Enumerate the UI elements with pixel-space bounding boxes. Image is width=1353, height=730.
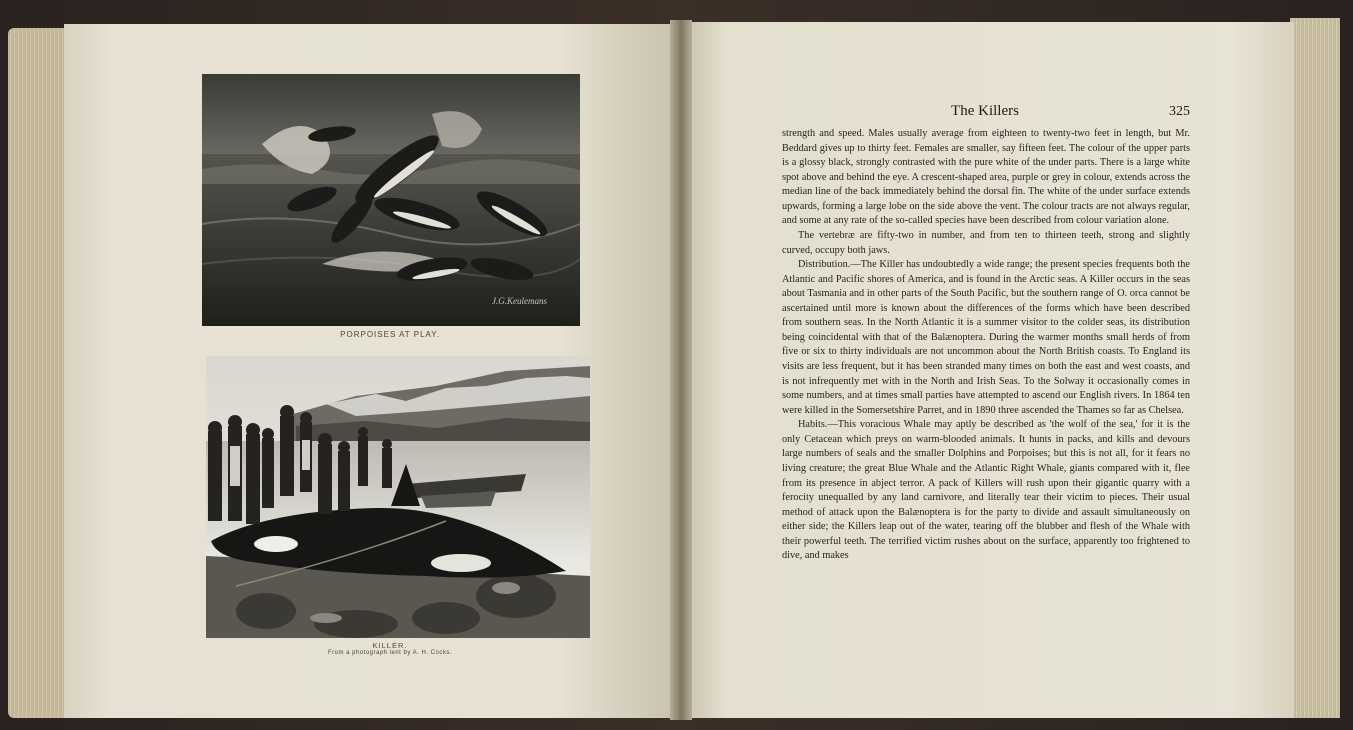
porpoises-caption: PORPOISES AT PLAY. [340,330,440,339]
paragraph: The vertebræ are fifty-two in number, and from ten to thirteen teeth, strong and slightly curved, occupy both jaws. [782,229,1190,256]
photo-credit: From a photograph lent by A. H. Cocks. [327,650,453,656]
paragraph: Habits.—This voracious Whale may aptly be described as 'the wolf of the sea,' for it is the only Cetacean which preys on warm-blooded animals. It hunts in packs, and kills and devours large numbers of seals and the smaller Dolphins and Porpoises; but this is not all, for it fears no living creature; the great Blue Whale and the Atlantic Right Whale, giants compared with it, flee from its presence in abject terror. A pack of Killers will rush upon their gigantic quarry with a ferocity unequalled by any land carnivore, and literally tear their victim to pieces. Their usual method of attack upon the Balænoptera is for the party to divide and assault simultaneously on either side; the Killers leap out of the water, tearing off the blubber and flesh of the Whale with their powerful teeth. The terrified victim rushes about on the surface, apparently too frightened to dive, and makes [782,419,1190,562]
paragraph: strength and speed. Males usually average from eighteen to twenty-two feet in length, but Mr. Beddard gives up to thirty feet. Females are smaller, say fifteen feet. The colour of the upper parts is a glossy black, strongly contrasted with the pure white of the under parts. There is a large white spot above and behind the eye. A crescent-shaped area, purple or grey in colour, extends across the median line of the back immediately behind the dorsal fin. The white of the under surface extends upwards, forming a large lobe on the side above the vent. The colour tracts are not always regular, and some at any rate of the so-called species have been described from colour variation alone. [782,128,1190,227]
running-title: The Killers [951,103,1019,119]
body-text [782,127,1190,592]
artist-signature: J.G.Keulemans [492,296,547,306]
porpoises-illustration [202,74,580,326]
killer-photograph [206,356,590,638]
left-page-edges [8,28,68,718]
running-head [780,103,1190,123]
paragraph: Distribution.—The Killer has undoubtedly a wide range; the present species frequents both the Atlantic and Pacific shores of America, and is found in the Arctic seas. A Killer occurs in the seas about Tasmania and in other parts of the South Pacific, but the southern range of O. orca cannot be ascertained until more is known about the differences of the forms which have been described from southern seas. In the North Atlantic it is a summer visitor to the colder seas, its distribution being coincidental with that of the Balænoptera. During the warmer months small herds of from five or six to thirty individuals are not uncommon about the North British coasts. To England its visits are less frequent, but it has been stranded many times on both the east and west coasts, and is not infrequently met with in the North and Irish Seas. To the Solway it occasionally comes in some numbers, and at times small parties have attempted to ascend our English rivers. In 1864 ten were killed in the Somersetshire Parret, and in 1890 three ascended the Thames so far as Chelsea. [782,259,1190,416]
page-number: 325 [1169,104,1190,119]
killer-caption: KILLER. [372,641,408,650]
right-page-edges [1290,18,1340,718]
book-gutter [670,20,692,720]
